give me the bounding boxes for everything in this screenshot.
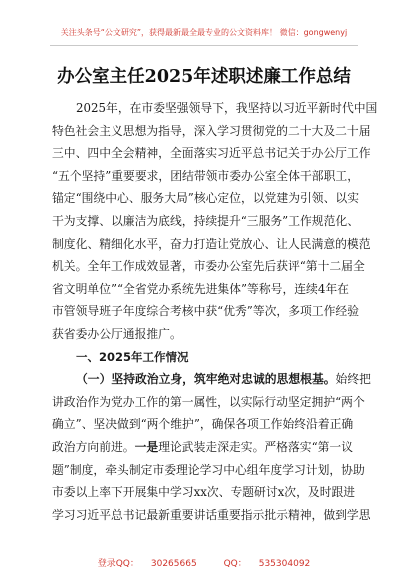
body-line: 市委以上率下开展集中学习xx次、专题研讨x次，及时跟进 bbox=[52, 485, 356, 500]
body-line bbox=[52, 436, 364, 459]
footer-qq-2 bbox=[218, 559, 317, 569]
subsection-line bbox=[52, 368, 371, 391]
footer-qq-number: 30265665 bbox=[150, 559, 197, 569]
page-header bbox=[0, 0, 408, 54]
intro-line: 三中、四中全会精神，全面落实习近平总书记关于办公厅工作 bbox=[52, 146, 371, 161]
intro-line: 省文明单位”“全省党办系统先进集体”等称号，连续4年在 bbox=[52, 281, 349, 296]
footer-qq-1 bbox=[92, 559, 203, 569]
body-line: 讲政治作为党办工作的第一属性，以实际行动坚定拥护“两个 bbox=[52, 394, 365, 409]
intro-line: 2025年，在市委坚强领导下，我坚持以习近平新时代中国 bbox=[76, 101, 378, 115]
intro-line: 机关。全年工作成效显著，市委办公室先后获评“第十二届全 bbox=[52, 259, 365, 274]
intro-line: 获省委办公厅通报推广。 bbox=[52, 326, 182, 341]
footer-qq-label: 登录QQ： bbox=[97, 559, 139, 569]
footer-qq2-label: QQ： bbox=[223, 559, 247, 569]
subsection-heading: （一）坚持政治立身，筑牢绝对忠诚的思想根基。 bbox=[76, 372, 336, 387]
page-footer bbox=[0, 556, 408, 569]
footer-qq2-number: 535304092 bbox=[258, 559, 311, 569]
body-line: 确立”、坚决做到“两个维护”，确保各项工作始终沿着正确 bbox=[52, 417, 354, 432]
intro-line: 锚定“围绕中心、服务大局”核心定位，以党建为引领、以实 bbox=[52, 191, 359, 206]
header-promo-text: 关注头条号“公文研究”，获得最新最全最专业的公文资料库！ 微信：gongwenyj bbox=[60, 28, 348, 37]
point-marker: 一是 bbox=[134, 439, 159, 454]
subsection-text: 始终把 bbox=[335, 372, 371, 387]
intro-line: 干为支撑、以廉洁为底线，持续提升“三服务”工作规范化、 bbox=[52, 213, 359, 228]
body-line: 学习习近平总书记最新重要讲话重要指示批示精神，做到学思 bbox=[52, 507, 371, 522]
body-text: 理论武装走深走实。严格落实“第一议 bbox=[158, 439, 353, 454]
header-divider bbox=[50, 45, 358, 46]
document-title: 办公室主任2025年述职述廉工作总结 bbox=[57, 67, 351, 87]
section-heading: 一、2025年工作情况 bbox=[76, 349, 189, 364]
intro-line: 制度化、精细化水平，奋力打造让党放心、让人民满意的模范 bbox=[52, 236, 371, 251]
body-line: 题”制度，牵头制定市委理论学习中心组年度学习计划，协助 bbox=[52, 462, 365, 477]
body-text: 政治方向前进。 bbox=[52, 439, 135, 454]
intro-line: “五个坚持”重要要求，团结带领市委办公室全体干部职工， bbox=[52, 168, 359, 183]
intro-line: 特色社会主义思想为指导，深入学习贯彻党的二十大及二十届 bbox=[52, 123, 371, 138]
document-body bbox=[52, 97, 378, 526]
intro-line: 市管领导班子年度综合考核中获“优秀”等次，多项工作经验 bbox=[52, 304, 359, 319]
